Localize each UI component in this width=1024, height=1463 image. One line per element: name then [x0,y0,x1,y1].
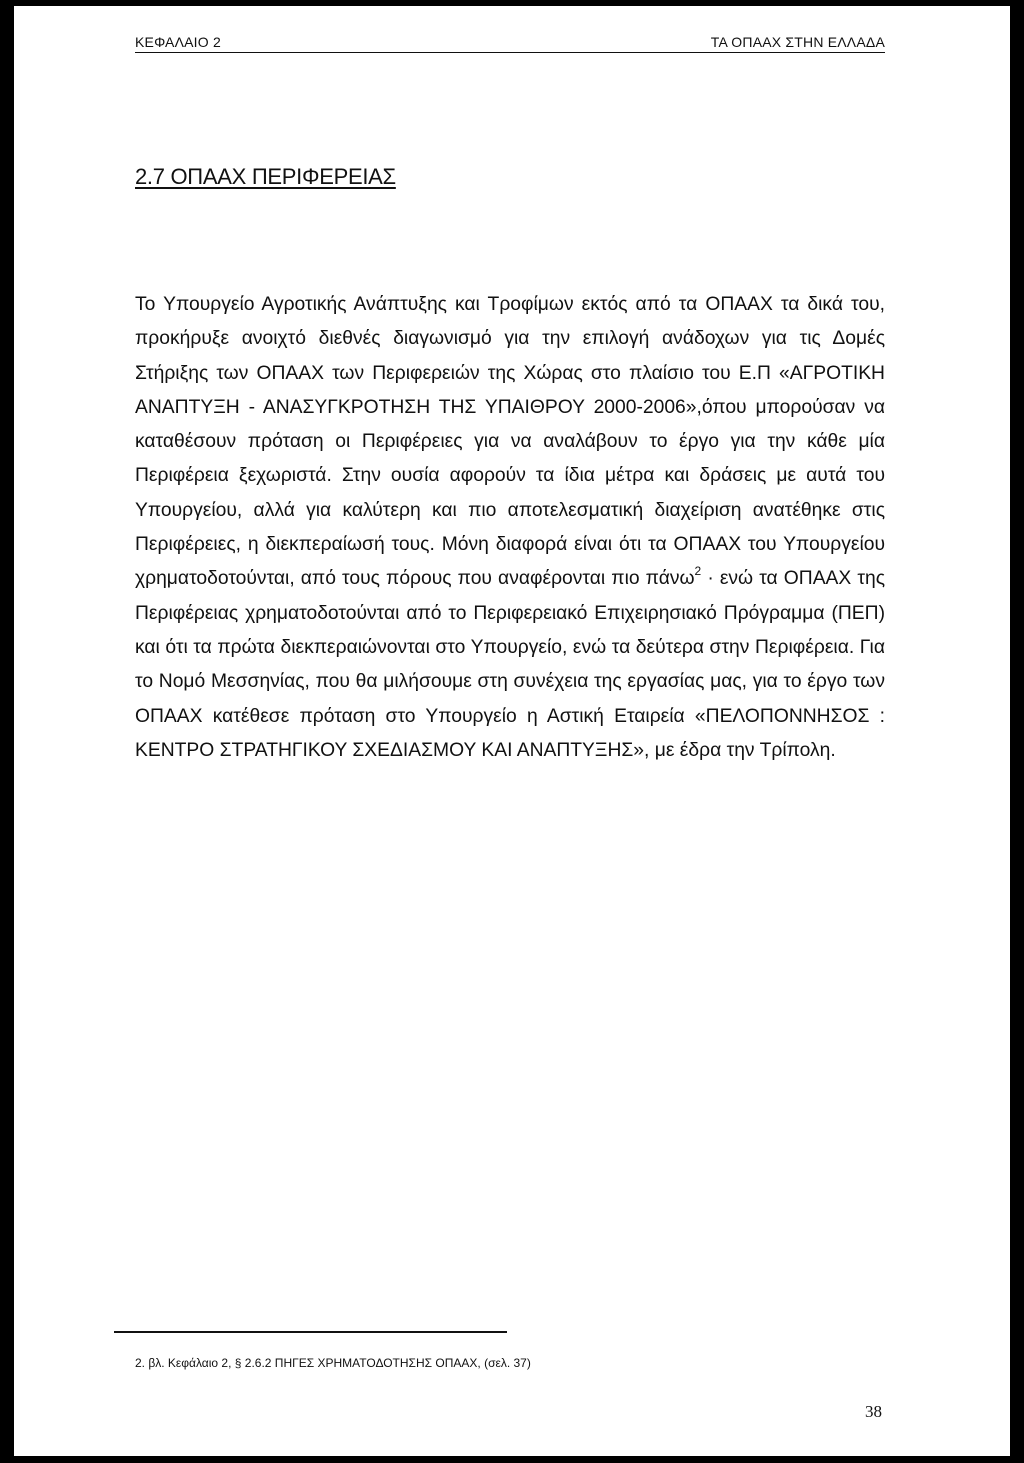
section-title: 2.7 ΟΠΑΑΧ ΠΕΡΙΦΕΡΕΙΑΣ [135,164,396,189]
paragraph-text-part-1: Το Υπουργείο Αγροτικής Ανάπτυξης και Τροφίμων εκτός από τα ΟΠΑΑΧ τα δικά του, προκήρυξε ανοιχτό διεθνές διαγωνισμό για την επιλογή ανάδοχων για τις Δομές Στήριξης των ΟΠΑΑΧ των Περιφερειών της Χώρας στο πλαίσιο του Ε.Π «ΑΓΡΟΤΙΚΗ ΑΝΑΠΤΥΞΗ - ΑΝΑΣΥΓΚΡΟΤΗΣΗ ΤΗΣ ΥΠΑΙΘΡΟΥ 2000-2006»,όπου μπορούσαν να καταθέσουν πρόταση οι Περιφέρειες για να αναλάβουν το έργο για την κάθε μία Περιφέρεια ξεχωριστά. Στην ουσία αφορούν τα ίδια μέτρα και δράσεις με αυτά του Υπουργείου, αλλά για καλύτερη και πιο αποτελεσματική διαχείριση ανατέθηκε στις Περιφέρειες, η διεκπεραίωσή τους. Μόνη διαφορά είναι ότι τα ΟΠΑΑΧ του Υπουργείου χρηματοδοτούνται, από τους πόρους που αναφέρονται πιο πάνω [135,294,885,590]
footnote-reference: 2 [694,564,702,579]
footnote: 2. βλ. Κεφάλαιο 2, § 2.6.2 ΠΗΓΕΣ ΧΡΗΜΑΤΟΔΟΤΗΣΗΣ ΟΠΑΑΧ, (σελ. 37) [135,1356,531,1370]
running-header [135,34,885,53]
header-chapter: ΚΕΦΑΛΑΙΟ 2 [135,34,221,50]
paragraph-text-part-2: · ενώ τα ΟΠΑΑΧ της Περιφέρειας χρηματοδοτούνται από το Περιφερειακό Επιχειρησιακό Πρόγραμμα (ΠΕΠ) και ότι τα πρώτα διεκπεραιώνονται στο Υπουργείο, ενώ τα δεύτερα στην Περιφέρεια. Για το Νομό Μεσσηνίας, που θα μιλήσουμε στη συνέχεια της εργασίας μας, για το έργο των ΟΠΑΑΧ κατέθεσε πρόταση στο Υπουργείο η Αστική Εταιρεία «ΠΕΛΟΠΟΝΝΗΣΟΣ : ΚΕΝΤΡΟ ΣΤΡΑΤΗΓΙΚΟΥ ΣΧΕΔΙΑΣΜΟΥ ΚΑΙ ΑΝΑΠΤΥΞΗΣ», με έδρα την Τρίπολη. [135,568,885,761]
page-number: 38 [865,1402,882,1421]
footnote-separator [114,1331,507,1333]
header-title: ΤΑ ΟΠΑΑΧ ΣΤΗΝ ΕΛΛΑΔΑ [710,34,885,50]
document-page [14,6,1010,1456]
body-paragraph [135,288,885,768]
